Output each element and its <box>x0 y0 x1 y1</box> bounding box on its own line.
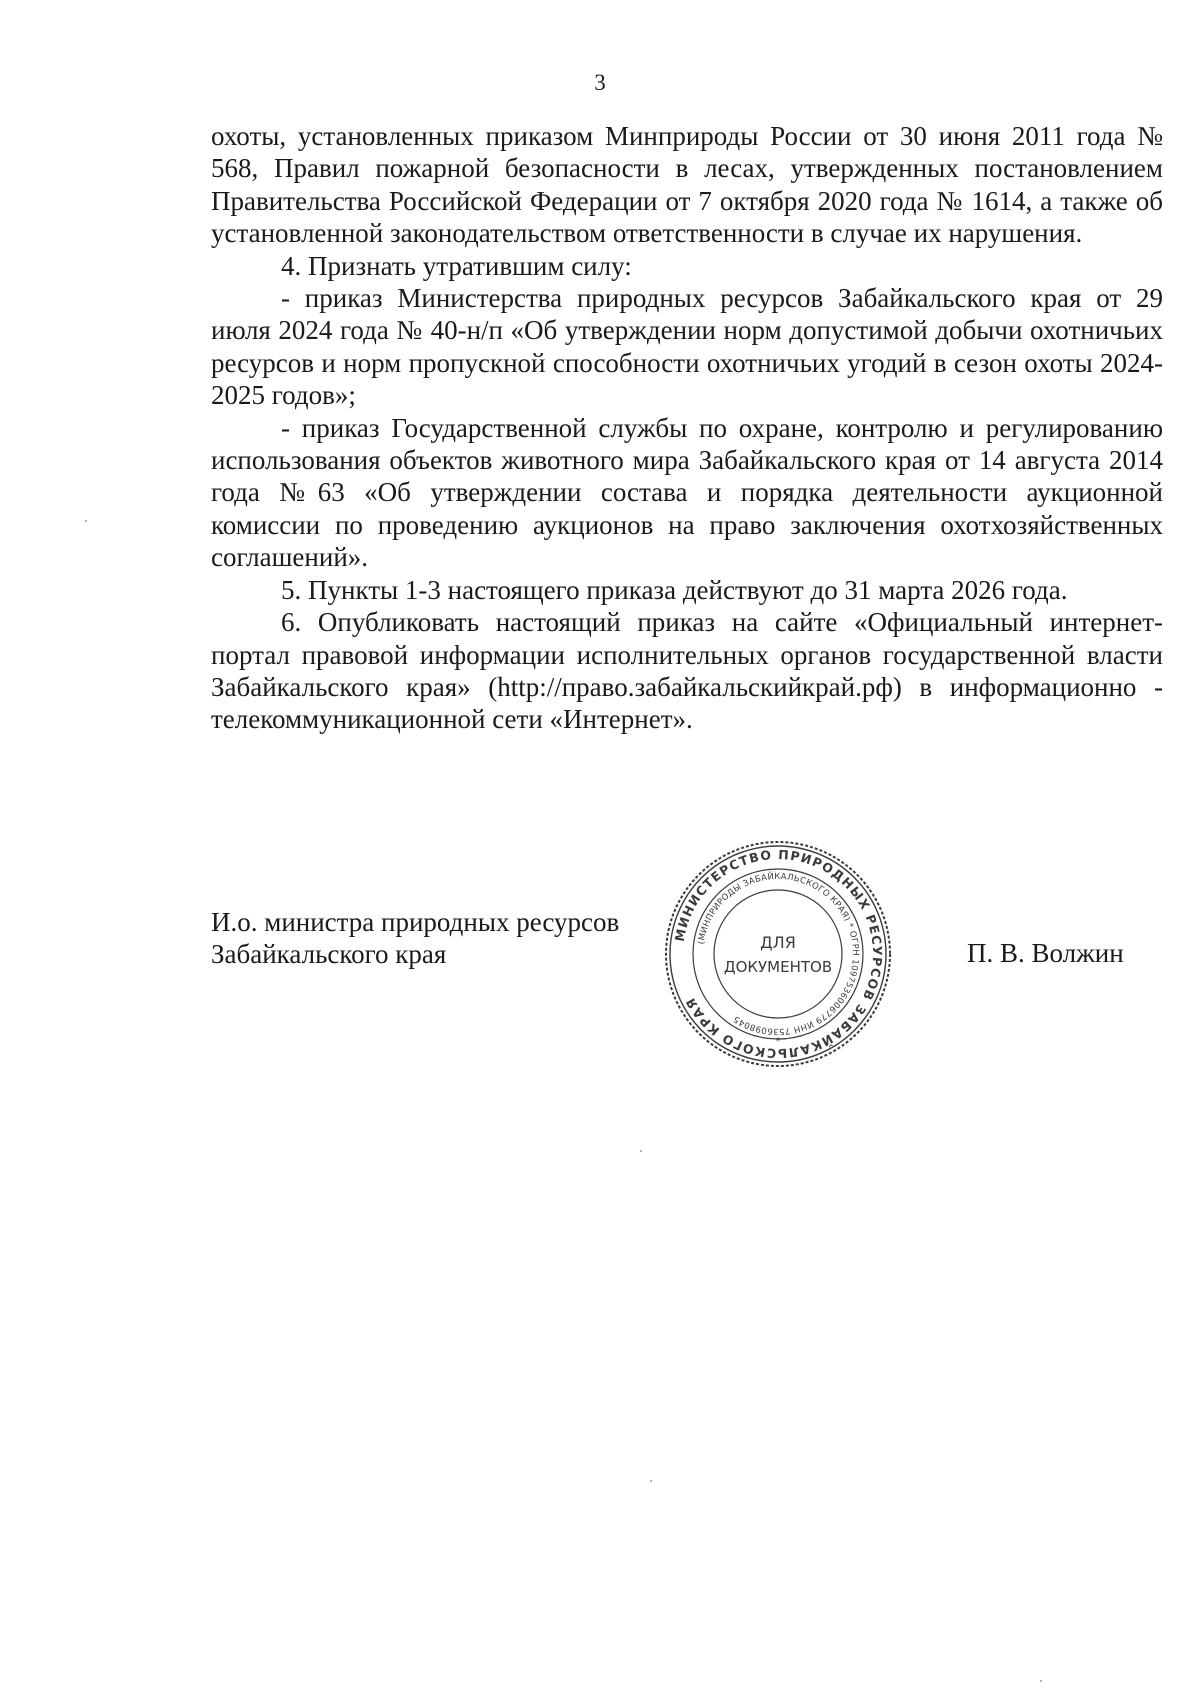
scan-speck <box>1040 1680 1042 1682</box>
paragraph-item-6: 6. Опубликовать настоящий приказ на сайте «Официальный интернет-портал правовой информации исполнительных органов государственной власти Забайкальского края» (http://право.забайкальскийкрай.рф) в информационно - телекоммуникационной сети «Интернет». <box>211 607 1163 735</box>
stamp-inner-ring-text <box>697 870 860 1036</box>
document-body <box>211 120 1163 736</box>
paragraph-continuation: охоты, установленных приказом Минприроды России от 30 июня 2011 года № 568, Правил пожарной безопасности в лесах, утвержденных постановлением Правительства Российской Федерации от 7 октября 2020 года № 1614, а также об установленной законодательством ответственности в случае их нарушения. <box>211 121 1163 249</box>
paragraph-repealed-order-2: - приказ Государственной службы по охране, контролю и регулированию использования объектов животного мира Забайкальского края от 14 августа 2014 года №63 «Об утверждении состава и порядка деятельности аукционной комиссии по проведению аукционов на право заключения охотхозяйственных соглашений». <box>211 412 1163 573</box>
official-seal-stamp <box>662 838 894 1070</box>
page-number: 3 <box>594 70 606 95</box>
stamp-center-line-1: ДЛЯ <box>760 933 796 952</box>
stamp-center-line-2: ДОКУМЕНТОВ <box>723 958 833 976</box>
stamp-star-icon: * <box>775 1036 781 1047</box>
stamp-outer-text: МИНИСТЕРСТВО ПРИРОДНЫХ РЕСУРСОВ ЗАБАЙКАЛЬСКОГО КРАЯ <box>671 846 886 1062</box>
signatory-title <box>211 906 619 970</box>
scan-speck <box>85 520 87 522</box>
scan-speck <box>650 1480 652 1482</box>
stamp-inner-text: (МИНПРИРОДЫ ЗАБАЙКАЛЬСКОГО КРАЯ) * ОГРН 1097536006779 ИНН 7536098045 <box>696 871 861 1037</box>
scan-speck <box>640 1150 642 1152</box>
paragraph-repealed-order-1: - приказ Министерства природных ресурсов Забайкальского края от 29 июля 2024 года № 40-н/п «Об утверждении норм допустимой добычи охотничьих ресурсов и норм пропускной способности охотничьих угодий в сезон охоты 2024-2025 годов»; <box>211 283 1163 411</box>
signatory-title-line-2: Забайкальского края <box>211 939 447 969</box>
paragraph-item-5: 5. Пункты 1-3 настоящего приказа действуют до 31 марта 2026 года. <box>281 574 1068 605</box>
signatory-name: П. В. Волжин <box>967 938 1124 968</box>
signatory-title-line-1: И.о. министра природных ресурсов <box>211 907 620 937</box>
paragraph-item-4: 4. Признать утратившим силу: <box>281 250 632 281</box>
